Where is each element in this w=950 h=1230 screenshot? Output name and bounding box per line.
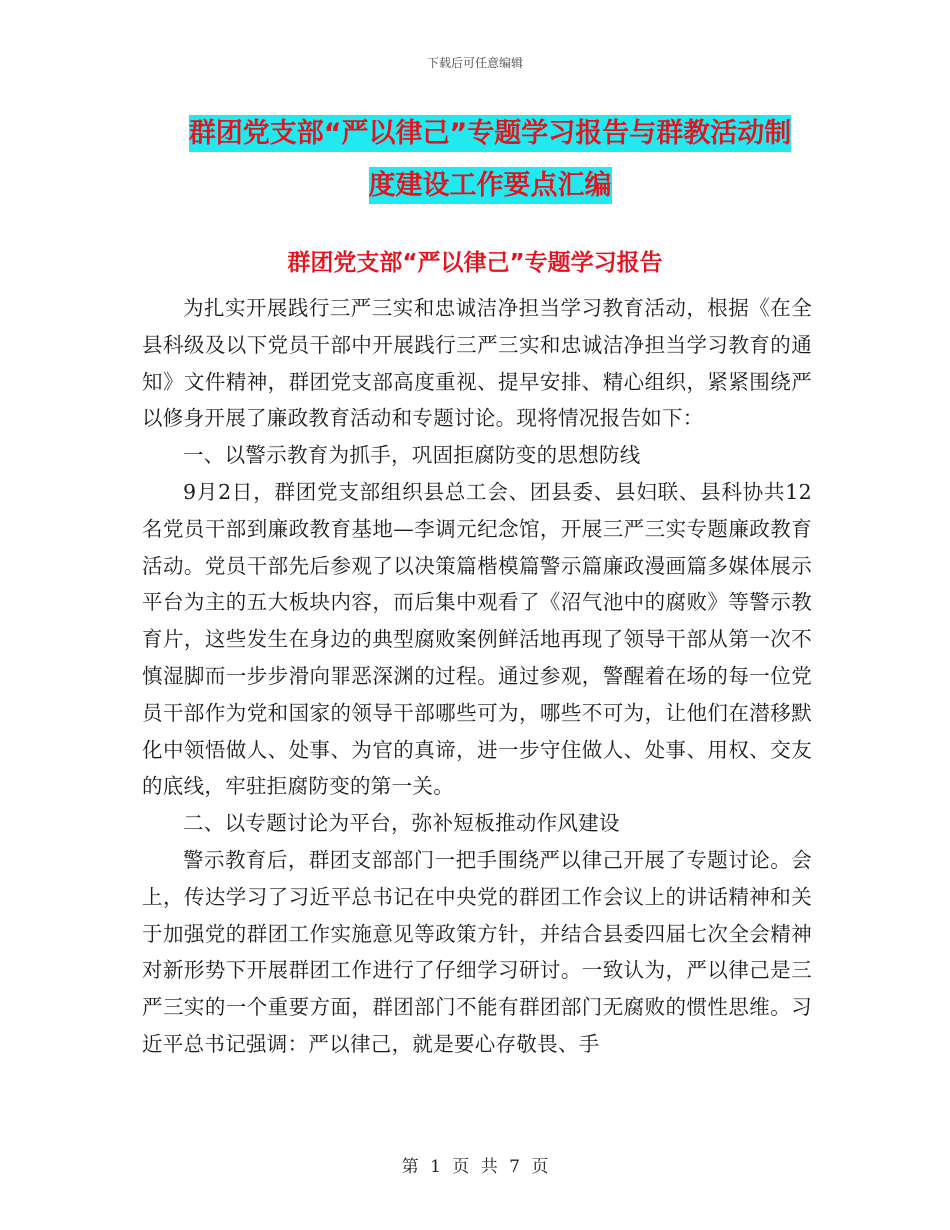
paragraph-intro: 为扎实开展践行三严三实和忠诚洁净担当学习教育活动，根据《在全县科级及以下党员干部中开展践行三严三实和忠诚洁净担当学习教育的通知》文件精神，群团党支部高度重视、提早安排、精心组织，紧紧围绕严以修身开展了廉政教育活动和专题讨论。现将情况报告如下： — [142, 296, 812, 431]
title-line-2: 度建设工作要点汇编 — [369, 167, 612, 204]
title-line-1: 群团党支部“严以律己”专题学习报告与群教活动制 — [189, 115, 792, 152]
document-title — [140, 108, 840, 212]
paragraph-discussion: 警示教育后，群团支部部门一把手围绕严以律己开展了专题讨论。会上，传达学习了习近平总书记在中央党的群团工作会议上的讲话精神和关于加强党的群团工作实施意见等政策方针，并结合县委四届七次全会精神对新形势下开展群团工作进行了仔细学习研讨。一致认为，严以律己是三严三实的一个重要方面，群团部门不能有群团部门无腐败的惯性思维。习近平总书记强调：严以律己，就是要心存敬畏、手 — [142, 847, 812, 1056]
header-note: 下载后可任意编辑 — [426, 56, 523, 70]
page-footer: 第 1 页 共 7 页 — [401, 1157, 549, 1177]
heading-two: 二、以专题讨论为平台，弥补短板推动作风建设 — [183, 811, 620, 836]
document-body — [142, 290, 812, 1063]
heading-one: 一、以警示教育为抓手，巩固拒腐防变的思想防线 — [183, 443, 641, 468]
paragraph-warning-education: 9月2日，群团党支部组织县总工会、团县委、县妇联、县科协共12名党员干部到廉政教育基地—李调元纪念馆，开展三严三实专题廉政教育活动。党员干部先后参观了以决策篇楷模篇警示篇廉政漫画篇多媒体展示平台为主的五大板块内容，而后集中观看了《沼气池中的腐败》等警示教育片，这些发生在身边的典型腐败案例鲜活地再现了领导干部从第一次不慎湿脚而一步步滑向罪恶深渊的过程。通过参观，警醒着在场的每一位党员干部作为党和国家的领导干部哪些可为，哪些不可为，让他们在潜移默化中领悟做人、处事、为官的真谛，进一步守住做人、处事、用权、交友的底线，牢驻拒腐防变的第一关。 — [142, 479, 812, 799]
section-title: 群团党支部“严以律己”专题学习报告 — [287, 250, 663, 276]
